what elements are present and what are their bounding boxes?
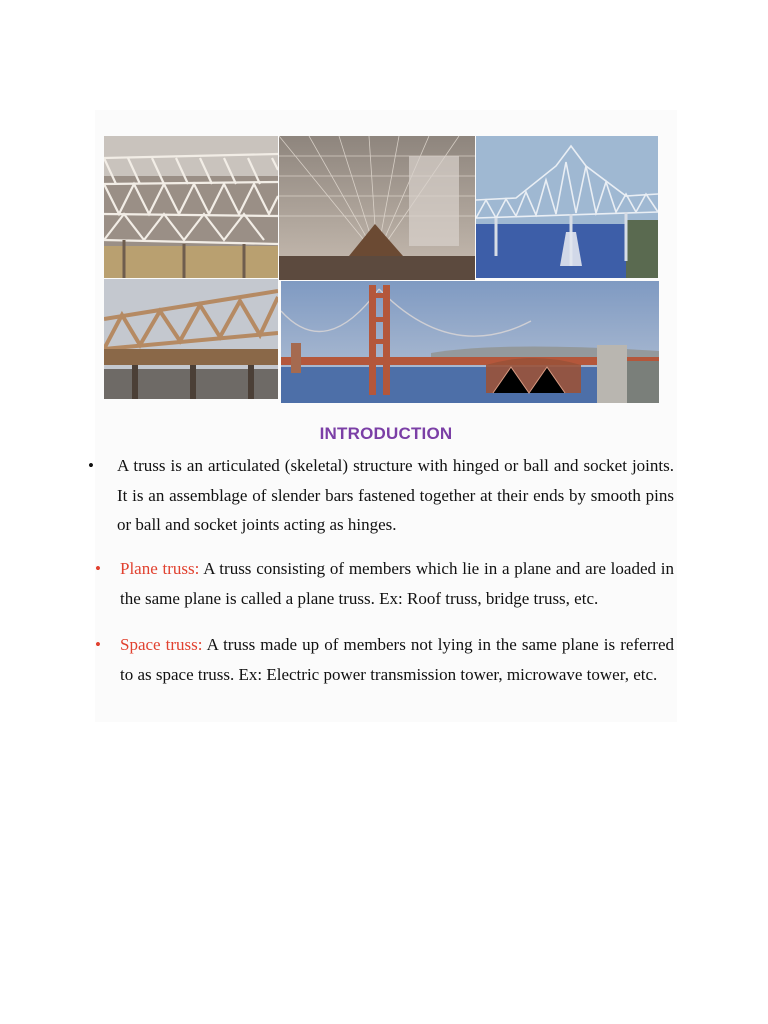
bullet-text	[120, 554, 674, 613]
section-heading	[0, 424, 768, 444]
list-item-plane-truss	[88, 554, 674, 613]
bullet-body: A truss made up of members not lying in the same plane is referred to as space truss. Ex: Electric power transmission tower, microwave tower, etc.	[120, 635, 674, 684]
roof-truss-photo	[104, 136, 278, 278]
bullet-body: A truss consisting of members which lie in a plane and are loaded in the same plane is called a plane truss. Ex: Roof truss, bridge truss, etc.	[120, 559, 674, 608]
term-label: Space truss:	[120, 635, 203, 654]
suspension-bridge-photo	[281, 281, 659, 403]
bridge-truss-side-photo	[104, 279, 278, 399]
bullet-body: A truss is an articulated (skeletal) structure with hinged or ball and socket joints. It is an assemblage of slender bars fastened together at their ends by smooth pins or ball and socket joints acting as hinges.	[117, 456, 674, 534]
section-heading-text: INTRODUCTION	[319, 424, 453, 443]
bullet-dot: •	[95, 559, 101, 578]
bullet-dot: •	[95, 635, 101, 654]
steel-truss-bridge-photo	[476, 136, 658, 278]
bullet-text	[117, 451, 674, 540]
bullet-text	[120, 630, 674, 689]
term-label: Plane truss:	[120, 559, 200, 578]
list-item-space-truss	[88, 630, 674, 689]
space-frame-roof-photo	[279, 136, 475, 280]
list-item-truss-definition	[88, 451, 674, 540]
bullet-dot: •	[88, 456, 94, 475]
